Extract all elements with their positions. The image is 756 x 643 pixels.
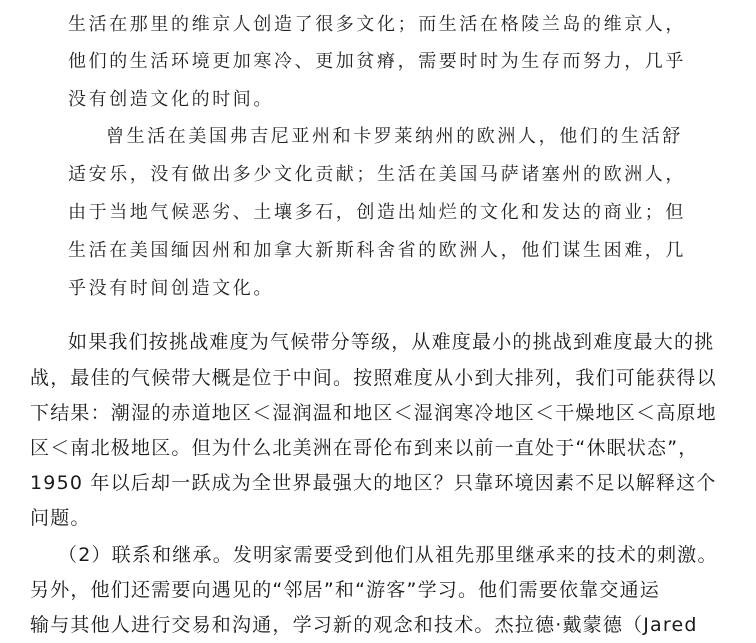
text-line: 他们的生活环境更加寒冷、更加贫瘠，需要时时为生存而努力，几乎 [68, 51, 686, 72]
text-line: 生活在美国缅因州和加拿大新斯科舍省的欧洲人，他们谋生困难，几 [68, 240, 686, 261]
text-line: 战，最佳的气候带大概是位于中间。按照难度从小到大排列，我们可能获得以 [30, 367, 717, 389]
text-line: 1950 年以后却一跃成为全世界最强大的地区？只靠环境因素不足以解释这个 [30, 472, 717, 494]
text-line: 乎没有时间创造文化。 [68, 278, 274, 299]
text-line: 适安乐，没有做出多少文化贡献；生活在美国马萨诸塞州的欧洲人， [68, 164, 686, 185]
text-line: 由于当地气候恶劣、土壤多石，创造出灿烂的文化和发达的商业；但 [68, 202, 686, 223]
text-line: 曾生活在美国弗吉尼亚州和卡罗莱纳州的欧洲人，他们的生活舒 [106, 126, 683, 147]
text-line: 生活在那里的维京人创造了很多文化；而生活在格陵兰岛的维京人， [68, 14, 686, 35]
text-line: 输与其他人进行交易和沟通，学习新的观念和技术。杰拉德·戴蒙德（Jared [30, 614, 698, 636]
text-line: 区＜南北极地区。但为什么北美洲在哥伦布到来以前一直处于“休眠状态”， [30, 437, 699, 459]
text-line: 如果我们按挑战难度为气候带分等级，从难度最小的挑战到难度最大的挑 [68, 331, 715, 353]
text-line: 下结果：潮湿的赤道地区＜湿润温和地区＜湿润寒冷地区＜干燥地区＜高原地 [30, 402, 717, 424]
text-line: 另外，他们还需要向遇见的“邻居”和“游客”学习。他们需要依靠交通运 [30, 579, 660, 601]
text-line: 没有创造文化的时间。 [68, 89, 274, 110]
text-line: （2）联系和继承。发明家需要受到他们从祖先那里继承来的技术的刺激。 [58, 544, 718, 566]
text-line: 问题。 [30, 507, 91, 529]
